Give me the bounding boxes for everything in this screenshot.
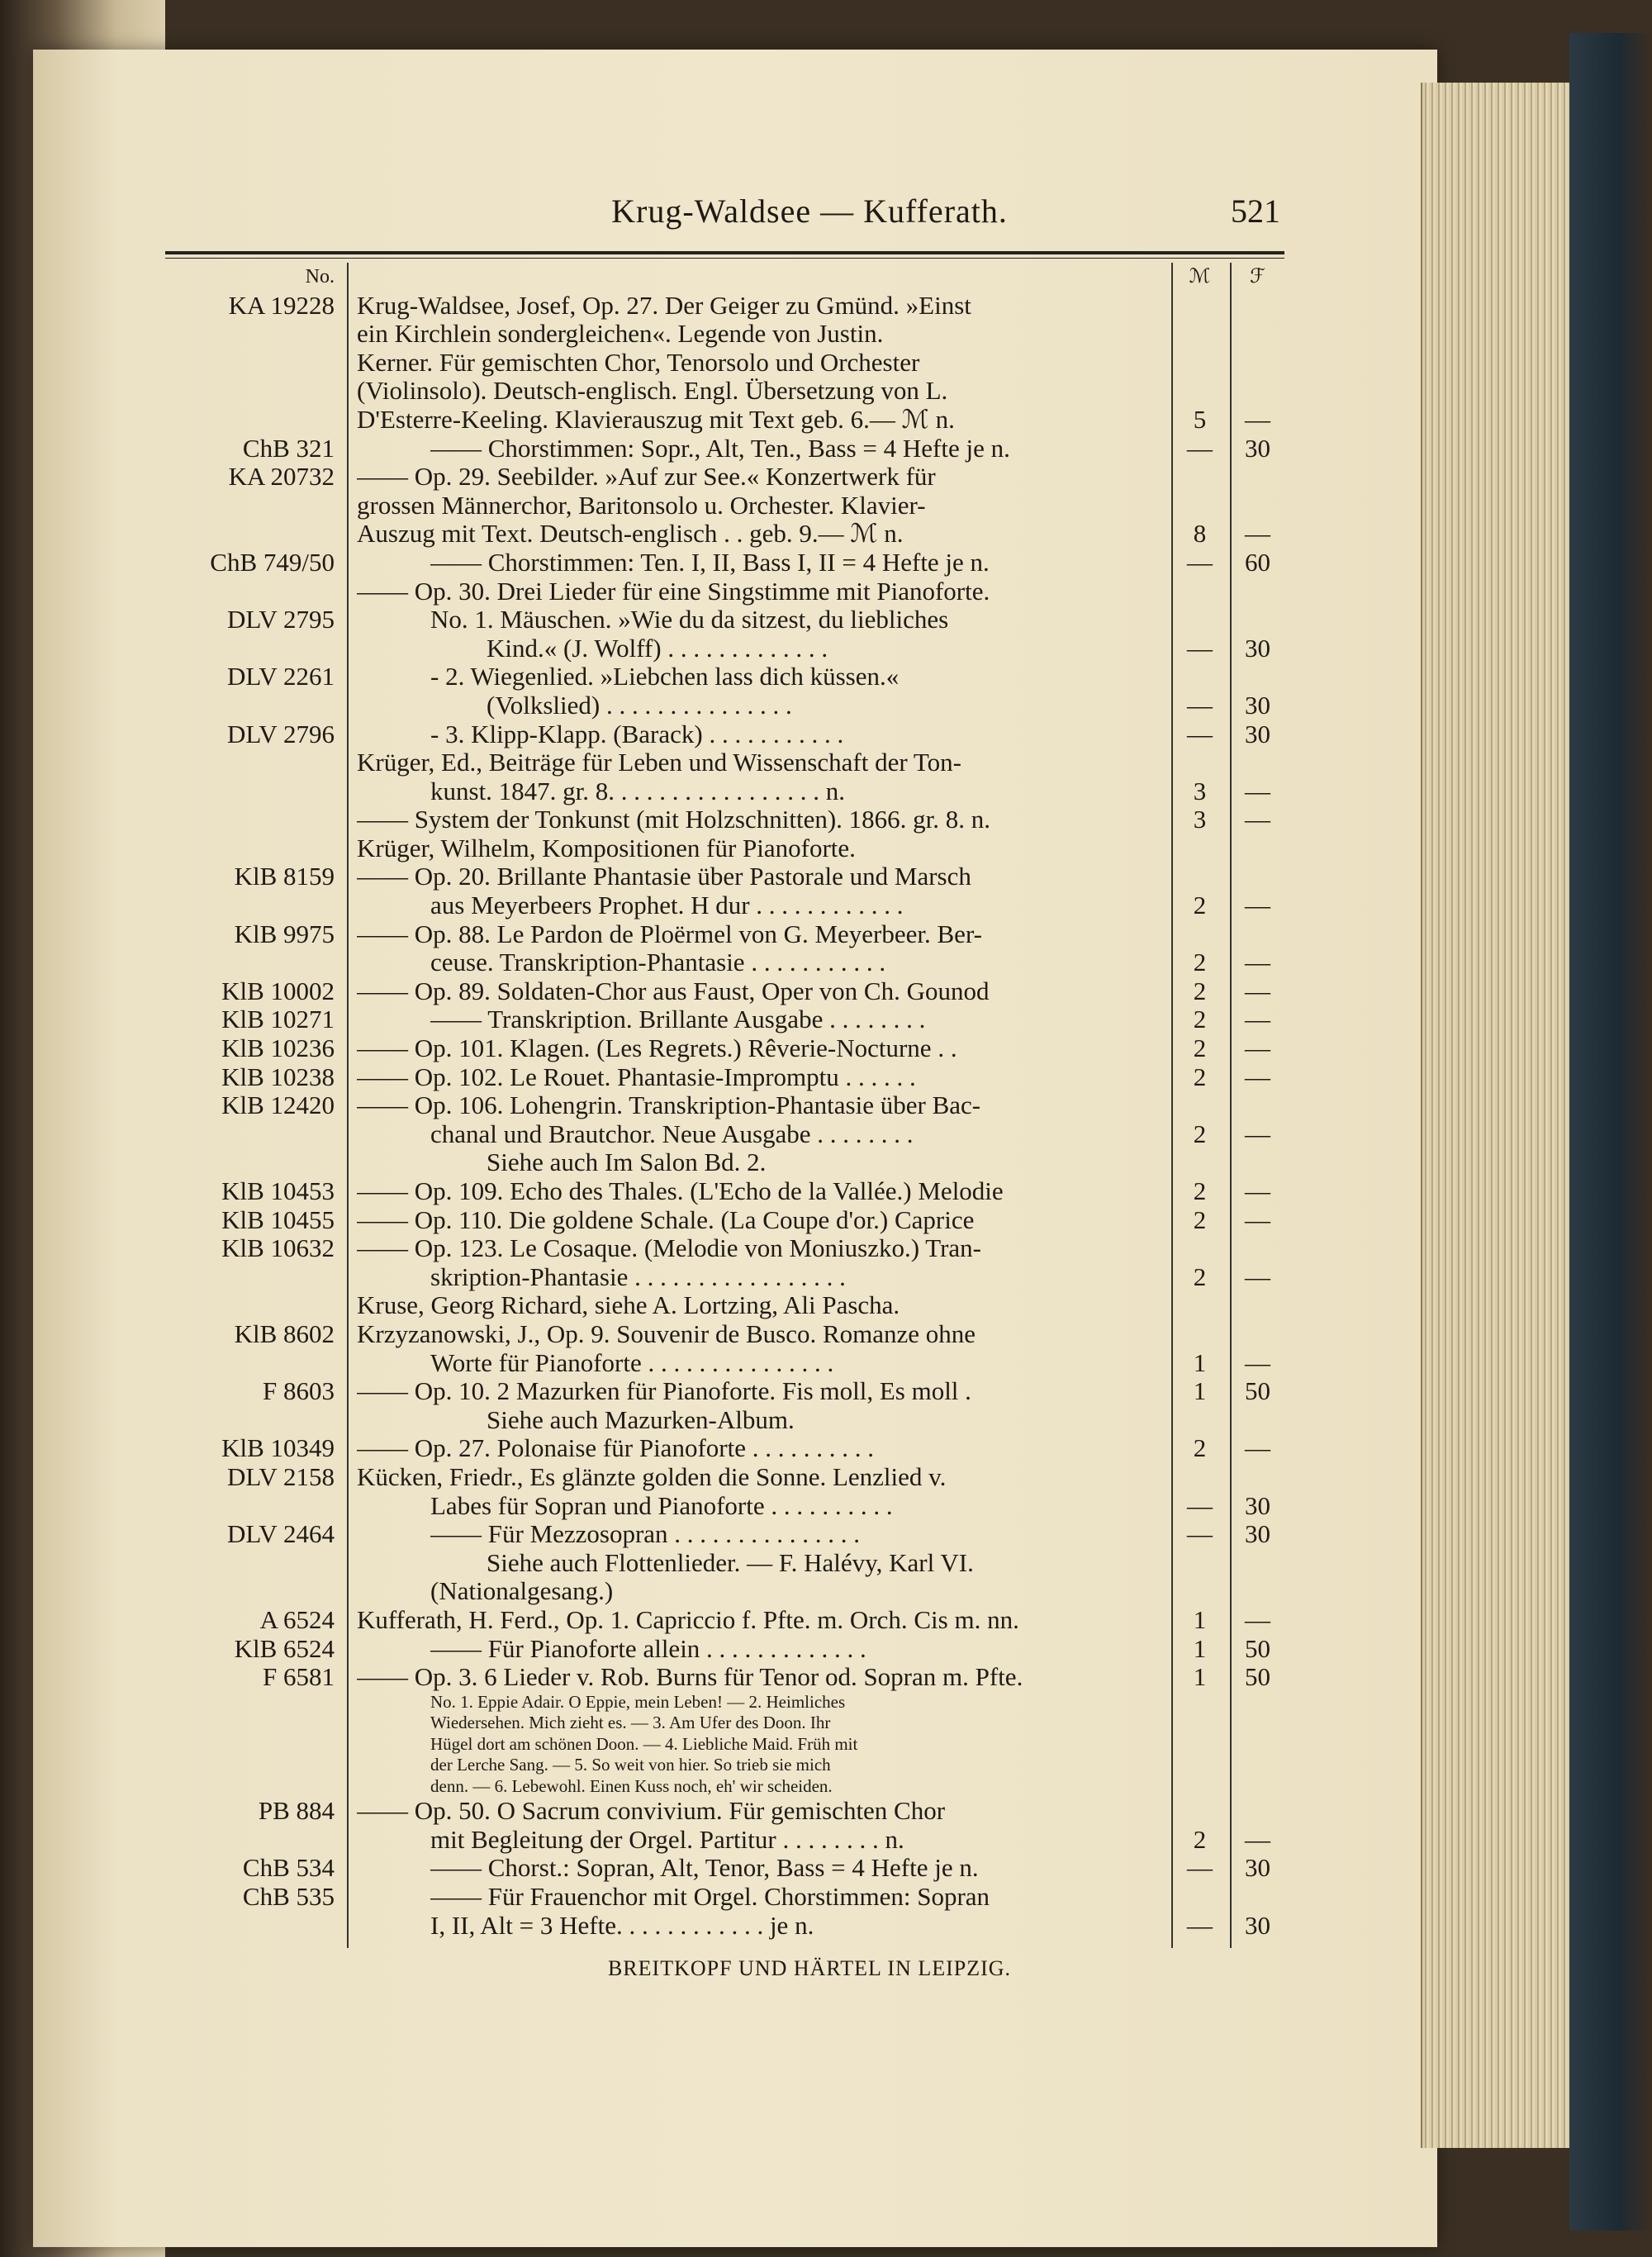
- running-head: Krug-Waldsee — Kufferath.: [611, 192, 1008, 230]
- price-pfennig: 30: [1245, 433, 1270, 463]
- table-row: [165, 862, 1284, 891]
- price-mark: 3: [1193, 776, 1207, 805]
- price-mark: 2: [1193, 1033, 1207, 1063]
- table-row: [165, 891, 1284, 920]
- price-pfennig: —: [1245, 1205, 1270, 1234]
- table-row: [165, 1177, 1284, 1206]
- table-row: [165, 1005, 1284, 1034]
- price-mark: 2: [1193, 976, 1207, 1005]
- entry-text: ceuse. Transkription-Phantasie . . . . . . . . . . .: [430, 948, 886, 977]
- table-row: [165, 1063, 1284, 1092]
- table-row: [165, 1492, 1284, 1521]
- table-row: [165, 1520, 1284, 1549]
- column-header-pfennig: ℱ: [1250, 266, 1265, 287]
- song-list-text: denn. — 6. Lebewohl. Einen Kuss noch, eh' wir scheiden.: [430, 1775, 833, 1796]
- price-pfennig: —: [1245, 1062, 1270, 1091]
- price-pfennig: —: [1245, 519, 1270, 549]
- catalog-number: KlB 10632: [221, 1233, 335, 1263]
- table-row: [165, 1635, 1284, 1664]
- table-row: [165, 948, 1284, 977]
- table-row: [165, 1291, 1284, 1320]
- price-pfennig: —: [1245, 805, 1270, 834]
- catalog-number: KlB 12420: [221, 1090, 335, 1120]
- price-mark: 5: [1193, 404, 1207, 434]
- entry-text: Worte für Pianoforte . . . . . . . . . . . . . . .: [430, 1348, 834, 1377]
- table-row: [165, 1434, 1284, 1463]
- catalog-number: KlB 10236: [221, 1033, 335, 1063]
- price-mark: 2: [1193, 1005, 1207, 1034]
- page-number: 521: [1231, 192, 1280, 230]
- price-pfennig: —: [1245, 948, 1270, 977]
- price-pfennig: 30: [1245, 1490, 1270, 1520]
- entry-text: mit Begleitung der Orgel. Partitur . . . . . . . . n.: [430, 1825, 904, 1854]
- entry-text: Kücken, Friedr., Es glänzte golden die Sonne. Lenzlied v.: [357, 1462, 947, 1491]
- entry-text: —— Op. 109. Echo des Thales. (L'Echo de la Vallée.) Melodie: [357, 1177, 1004, 1205]
- column-header-no: No.: [305, 266, 335, 287]
- table-row: [165, 492, 1284, 520]
- price-pfennig: 50: [1245, 1376, 1270, 1406]
- price-mark: 2: [1193, 1062, 1207, 1091]
- song-list-text: Wiedersehen. Mich zieht es. — 3. Am Ufer des Doon. Ihr: [430, 1713, 831, 1733]
- price-mark: 1: [1193, 1604, 1207, 1634]
- table-row: [165, 606, 1284, 634]
- price-mark: —: [1187, 690, 1213, 720]
- entry-text: —— System der Tonkunst (mit Holzschnitten). 1866. gr. 8. n.: [357, 805, 991, 834]
- price-pfennig: 30: [1245, 1853, 1270, 1883]
- catalog-entries: [165, 292, 1284, 1692]
- table-row: [165, 1148, 1284, 1177]
- price-pfennig: 30: [1245, 719, 1270, 748]
- header-rule-thin: [165, 258, 1284, 259]
- price-pfennig: —: [1245, 1262, 1270, 1291]
- catalog-number: KlB 10349: [221, 1433, 335, 1463]
- table-row: [165, 1377, 1284, 1406]
- table-row: [165, 1912, 1284, 1941]
- entry-text: I, II, Alt = 3 Hefte. . . . . . . . . . . . je n.: [430, 1911, 814, 1940]
- price-mark: 2: [1193, 1262, 1207, 1291]
- table-row: [165, 1854, 1284, 1883]
- price-mark: —: [1187, 1910, 1213, 1940]
- table-row: [165, 634, 1284, 663]
- price-mark: 2: [1193, 1824, 1207, 1854]
- entry-text: —— Op. 106. Lohengrin. Transkription-Phantasie über Bac-: [357, 1091, 981, 1120]
- entry-text: —— Für Pianoforte allein . . . . . . . . . . . . .: [430, 1634, 866, 1663]
- catalog-number: F 6581: [263, 1662, 335, 1692]
- entry-text: —— Chorstimmen: Sopr., Alt, Ten., Bass = 4 Hefte je n.: [430, 434, 1010, 463]
- table-row: [165, 577, 1284, 606]
- catalog-number: KlB 9975: [234, 919, 335, 948]
- entry-text: —— Op. 50. O Sacrum convivium. Für gemischten Chor: [357, 1797, 946, 1826]
- song-list-line: [165, 1692, 1284, 1713]
- column-header-mark: ℳ: [1189, 266, 1211, 287]
- table-row: [165, 1463, 1284, 1492]
- table-row: [165, 1797, 1284, 1826]
- table-row: [165, 1549, 1284, 1578]
- entry-text: Kerner. Für gemischten Chor, Tenorsolo und Orchester: [357, 348, 920, 377]
- catalog-number: ChB 535: [242, 1881, 335, 1911]
- price-mark: —: [1187, 1853, 1213, 1883]
- price-mark: 2: [1193, 891, 1207, 920]
- entry-text: —— Op. 88. Le Pardon de Ploërmel von G. Meyerbeer. Ber-: [357, 919, 982, 948]
- song-list-line: [165, 1713, 1284, 1734]
- table-row: [165, 834, 1284, 863]
- price-pfennig: 50: [1245, 1662, 1270, 1692]
- table-row: [165, 1034, 1284, 1063]
- catalog-entries-continued: [165, 1797, 1284, 1940]
- entry-text: grossen Männerchor, Baritonsolo u. Orchester. Klavier-: [357, 491, 926, 520]
- entry-text: No. 1. Mäuschen. »Wie du da sitzest, du liebliches: [430, 606, 949, 634]
- table-row: [165, 748, 1284, 777]
- song-list-line: [165, 1776, 1284, 1798]
- entry-text: Kind.« (J. Wolff) . . . . . . . . . . . . .: [487, 634, 828, 663]
- catalog-number: KlB 6524: [234, 1633, 335, 1663]
- price-pfennig: 60: [1245, 547, 1270, 577]
- catalog-number: KlB 8602: [234, 1319, 335, 1348]
- table-row: [165, 292, 1284, 321]
- price-mark: —: [1187, 433, 1213, 463]
- price-mark: 8: [1193, 519, 1207, 549]
- entry-text: Siehe auch Im Salon Bd. 2.: [487, 1148, 767, 1177]
- catalog-number: KlB 10455: [221, 1205, 335, 1234]
- entry-text: Auszug mit Text. Deutsch-englisch . . geb. 9.— ℳ n.: [357, 520, 904, 549]
- entry-text: Labes für Sopran und Pianoforte . . . . . . . . . .: [430, 1491, 893, 1520]
- catalog-number: KlB 10453: [221, 1176, 335, 1205]
- price-mark: 1: [1193, 1662, 1207, 1692]
- book-cover-right: [1569, 33, 1652, 2231]
- price-pfennig: —: [1245, 1176, 1270, 1205]
- entry-text: —— Op. 20. Brillante Phantasie über Pastorale und Marsch: [357, 862, 971, 891]
- catalog-number: PB 884: [258, 1796, 335, 1826]
- table-row: [165, 1826, 1284, 1855]
- price-mark: 2: [1193, 1433, 1207, 1463]
- price-pfennig: —: [1245, 1033, 1270, 1063]
- entry-text: (Violinsolo). Deutsch-englisch. Engl. Übersetzung von L.: [357, 377, 948, 406]
- song-list-line: [165, 1755, 1284, 1776]
- catalog-number: A 6524: [259, 1604, 335, 1634]
- entry-text: —— Chorst.: Sopran, Alt, Tenor, Bass = 4 Hefte je n.: [430, 1854, 979, 1883]
- catalog-number: DLV 2795: [226, 605, 335, 634]
- entry-text: —— Op. 110. Die goldene Schale. (La Coupe d'or.) Caprice: [357, 1205, 975, 1234]
- entry-text: —— Für Frauenchor mit Orgel. Chorstimmen: Sopran: [430, 1882, 990, 1911]
- song-list-text: Hügel dort am schönen Doon. — 4. Liebliche Maid. Früh mit: [430, 1733, 858, 1754]
- entry-text: —— Für Mezzosopran . . . . . . . . . . . . . . .: [430, 1520, 861, 1549]
- price-mark: 3: [1193, 805, 1207, 834]
- song-list-text: No. 1. Eppie Adair. O Eppie, mein Leben! — 2. Heimliches: [430, 1691, 846, 1712]
- entry-text: Siehe auch Flottenlieder. — F. Halévy, Karl VI.: [487, 1548, 974, 1577]
- catalog-number: ChB 749/50: [210, 547, 335, 577]
- price-mark: —: [1187, 1490, 1213, 1520]
- price-mark: —: [1187, 719, 1213, 748]
- header-rule: [165, 251, 1284, 254]
- entry-text: —— Op. 123. Le Cosaque. (Melodie von Moniuszko.) Tran-: [357, 1234, 981, 1263]
- table-row: [165, 691, 1284, 720]
- table-row: [165, 463, 1284, 492]
- entry-text: D'Esterre-Keeling. Klavierauszug mit Text geb. 6.— ℳ n.: [357, 405, 955, 434]
- price-pfennig: —: [1245, 1119, 1270, 1148]
- entry-text: Krzyzanowski, J., Op. 9. Souvenir de Busco. Romanze ohne: [357, 1319, 976, 1348]
- catalog-table: [165, 263, 1284, 1940]
- table-row: [165, 920, 1284, 949]
- table-row: [165, 1234, 1284, 1263]
- price-pfennig: 30: [1245, 1910, 1270, 1940]
- entry-text: skription-Phantasie . . . . . . . . . . . . . . . . .: [430, 1262, 846, 1291]
- catalog-number: F 8603: [263, 1376, 335, 1406]
- entry-text: —— Chorstimmen: Ten. I, II, Bass I, II = 4 Hefte je n.: [430, 548, 990, 577]
- catalog-number: DLV 2261: [226, 662, 335, 691]
- entry-text: Kruse, Georg Richard, siehe A. Lortzing, Ali Pascha.: [357, 1291, 900, 1320]
- catalog-number: KlB 10271: [221, 1005, 335, 1034]
- entry-text: aus Meyerbeers Prophet. H dur . . . . . . . . . . . .: [430, 891, 904, 920]
- entry-text: —— Op. 27. Polonaise für Pianoforte . . . . . . . . . .: [357, 1434, 874, 1463]
- table-row: [165, 977, 1284, 1006]
- entry-text: —— Op. 10. 2 Mazurken für Pianoforte. Fis moll, Es moll .: [357, 1377, 971, 1406]
- table-row: [165, 520, 1284, 549]
- entry-text: —— Op. 3. 6 Lieder v. Rob. Burns für Tenor od. Sopran m. Pfte.: [357, 1663, 1023, 1692]
- price-pfennig: 30: [1245, 633, 1270, 663]
- price-pfennig: —: [1245, 1005, 1270, 1034]
- price-pfennig: —: [1245, 776, 1270, 805]
- entry-text: kunst. 1847. gr. 8. . . . . . . . . . . . . . . . . n.: [430, 777, 846, 805]
- catalog-number: DLV 2796: [226, 719, 335, 748]
- table-row: [165, 349, 1284, 378]
- price-mark: 2: [1193, 948, 1207, 977]
- entry-text: (Volkslied) . . . . . . . . . . . . . . .: [487, 691, 792, 720]
- table-row: [165, 663, 1284, 691]
- price-pfennig: —: [1245, 1347, 1270, 1377]
- price-mark: —: [1187, 633, 1213, 663]
- table-row: [165, 1577, 1284, 1606]
- table-row: [165, 549, 1284, 577]
- entry-text: —— Op. 102. Le Rouet. Phantasie-Impromptu . . . . . .: [357, 1062, 916, 1091]
- price-pfennig: —: [1245, 1604, 1270, 1634]
- entry-text: (Nationalgesang.): [430, 1577, 614, 1606]
- price-pfennig: —: [1245, 1433, 1270, 1463]
- table-row: [165, 377, 1284, 406]
- table-row: [165, 805, 1284, 834]
- table-row: [165, 406, 1284, 435]
- price-pfennig: —: [1245, 976, 1270, 1005]
- song-list-line: [165, 1734, 1284, 1756]
- table-row: [165, 1663, 1284, 1692]
- price-mark: 1: [1193, 1376, 1207, 1406]
- entry-text: - 2. Wiegenlied. »Liebchen lass dich küssen.«: [430, 663, 900, 691]
- catalog-number: DLV 2464: [226, 1519, 335, 1549]
- catalog-number: KA 19228: [228, 290, 335, 320]
- catalog-number: KA 20732: [228, 462, 335, 492]
- entry-text: Kufferath, H. Ferd., Op. 1. Capriccio f. Pfte. m. Orch. Cis m. nn.: [357, 1605, 1019, 1634]
- entry-text: —— Op. 89. Soldaten-Chor aus Faust, Oper von Ch. Gounod: [357, 976, 990, 1005]
- table-row: [165, 1263, 1284, 1292]
- price-mark: —: [1187, 1519, 1213, 1549]
- table-row: [165, 320, 1284, 349]
- entry-text: ein Kirchlein sondergleichen«. Legende von Justin.: [357, 320, 884, 349]
- entry-text: —— Op. 101. Klagen. (Les Regrets.) Rêverie-Nocturne . .: [357, 1034, 957, 1063]
- table-row: [165, 435, 1284, 463]
- price-mark: —: [1187, 547, 1213, 577]
- page-edges: [1421, 83, 1588, 2148]
- catalog-number: KlB 10238: [221, 1062, 335, 1091]
- catalog-number: ChB 534: [242, 1853, 335, 1883]
- price-pfennig: 30: [1245, 1519, 1270, 1549]
- song-list-note: [165, 1692, 1284, 1798]
- entry-text: - 3. Klipp-Klapp. (Barack) . . . . . . . . . . .: [430, 720, 844, 748]
- price-pfennig: 30: [1245, 690, 1270, 720]
- catalog-number: DLV 2158: [226, 1461, 335, 1491]
- table-row: [165, 1120, 1284, 1149]
- table-row: [165, 1320, 1284, 1349]
- entry-text: Krug-Waldsee, Josef, Op. 27. Der Geiger zu Gmünd. »Einst: [357, 291, 971, 320]
- price-pfennig: —: [1245, 891, 1270, 920]
- column-header-row: [165, 263, 1284, 292]
- price-pfennig: —: [1245, 404, 1270, 434]
- entry-text: —— Op. 30. Drei Lieder für eine Singstimme mit Pianoforte.: [357, 577, 990, 606]
- price-mark: 1: [1193, 1633, 1207, 1663]
- song-list-text: der Lerche Sang. — 5. So weit von hier. So trieb sie mich: [430, 1755, 831, 1775]
- price-mark: 1: [1193, 1347, 1207, 1377]
- table-row: [165, 1883, 1284, 1912]
- entry-text: Siehe auch Mazurken-Album.: [487, 1405, 795, 1434]
- table-row: [165, 777, 1284, 806]
- table-row: [165, 1606, 1284, 1635]
- table-row: [165, 1206, 1284, 1235]
- catalog-number: KlB 8159: [234, 862, 335, 891]
- entry-text: chanal und Brautchor. Neue Ausgabe . . . . . . . .: [430, 1119, 914, 1148]
- catalog-number: ChB 321: [242, 433, 335, 463]
- price-mark: 2: [1193, 1176, 1207, 1205]
- entry-text: —— Transkription. Brillante Ausgabe . . . . . . . .: [430, 1005, 926, 1034]
- table-row: [165, 720, 1284, 749]
- entry-text: Krüger, Ed., Beiträge für Leben und Wissenschaft der Ton-: [357, 748, 961, 777]
- entry-text: —— Op. 29. Seebilder. »Auf zur See.« Konzertwerk für: [357, 463, 936, 492]
- publisher-footer: BREITKOPF UND HÄRTEL IN LEIPZIG.: [607, 1956, 1012, 1980]
- entry-text: Krüger, Wilhelm, Kompositionen für Pianoforte.: [357, 834, 856, 862]
- price-mark: 2: [1193, 1205, 1207, 1234]
- catalog-number: KlB 10002: [221, 976, 335, 1005]
- table-row: [165, 1406, 1284, 1435]
- table-row: [165, 1349, 1284, 1378]
- price-pfennig: 50: [1245, 1633, 1270, 1663]
- price-pfennig: —: [1245, 1824, 1270, 1854]
- price-mark: 2: [1193, 1119, 1207, 1148]
- table-row: [165, 1091, 1284, 1120]
